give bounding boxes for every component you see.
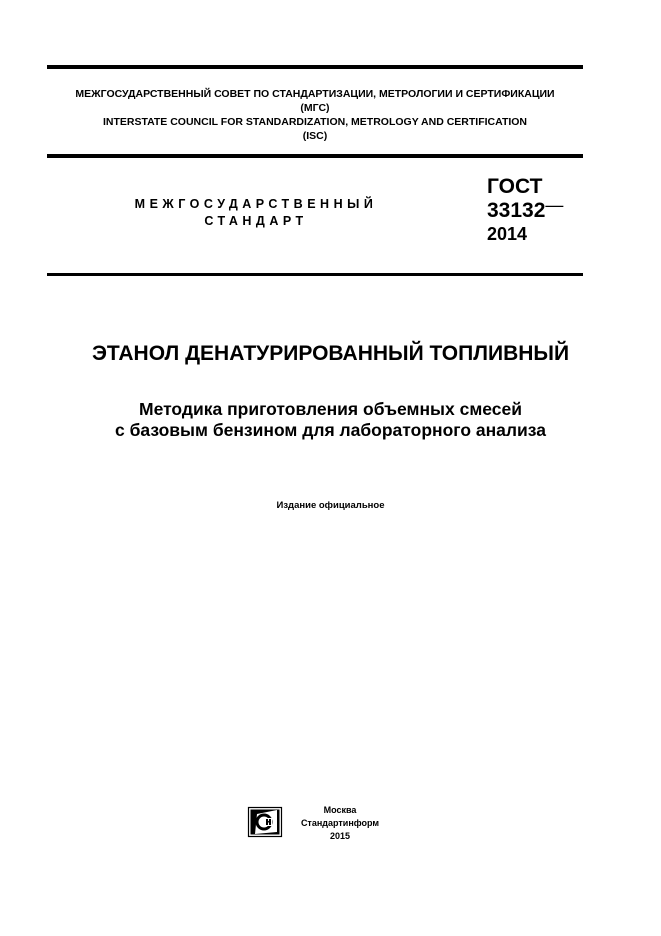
imprint-year: 2015 xyxy=(329,831,351,841)
council-en-abbr: (ISC) xyxy=(302,130,328,142)
gost-dash: — xyxy=(545,195,564,215)
standartinform-logo-icon xyxy=(247,806,283,838)
edition-note: Издание официальное xyxy=(276,500,385,511)
top-rule xyxy=(47,65,583,69)
council-ru-name: МЕЖГОСУДАРСТВЕННЫЙ СОВЕТ ПО СТАНДАРТИЗАЦИИ, МЕТРОЛОГИИ И СЕРТИФИКАЦИИ xyxy=(75,88,555,100)
council-en-name: INTERSTATE COUNCIL FOR STANDARDIZATION, METROLOGY AND CERTIFICATION xyxy=(102,116,528,128)
gost-label: ГОСТ xyxy=(487,175,543,198)
document-title: ЭТАНОЛ ДЕНАТУРИРОВАННЫЙ ТОПЛИВНЫЙ xyxy=(91,342,570,365)
document-subtitle-line1: Методика приготовления объемных смесей xyxy=(139,399,522,419)
gost-number xyxy=(487,195,564,224)
middle-rule xyxy=(47,154,583,158)
gost-year: 2014 xyxy=(487,224,528,244)
imprint-publisher: Стандартинформ xyxy=(300,818,380,828)
imprint-city: Москва xyxy=(323,805,357,815)
standard-type-line2: СТАНДАРТ xyxy=(204,214,308,228)
bottom-rule xyxy=(47,273,583,276)
council-header xyxy=(47,87,583,143)
standard-type-line1: МЕЖГОСУДАРСТВЕННЫЙ xyxy=(134,197,378,211)
gost-number-value: 33132 xyxy=(487,199,546,222)
council-ru-abbr: (МГС) xyxy=(300,102,330,114)
document-subtitle-line2: с базовым бензином для лабораторного анализа xyxy=(115,420,546,440)
